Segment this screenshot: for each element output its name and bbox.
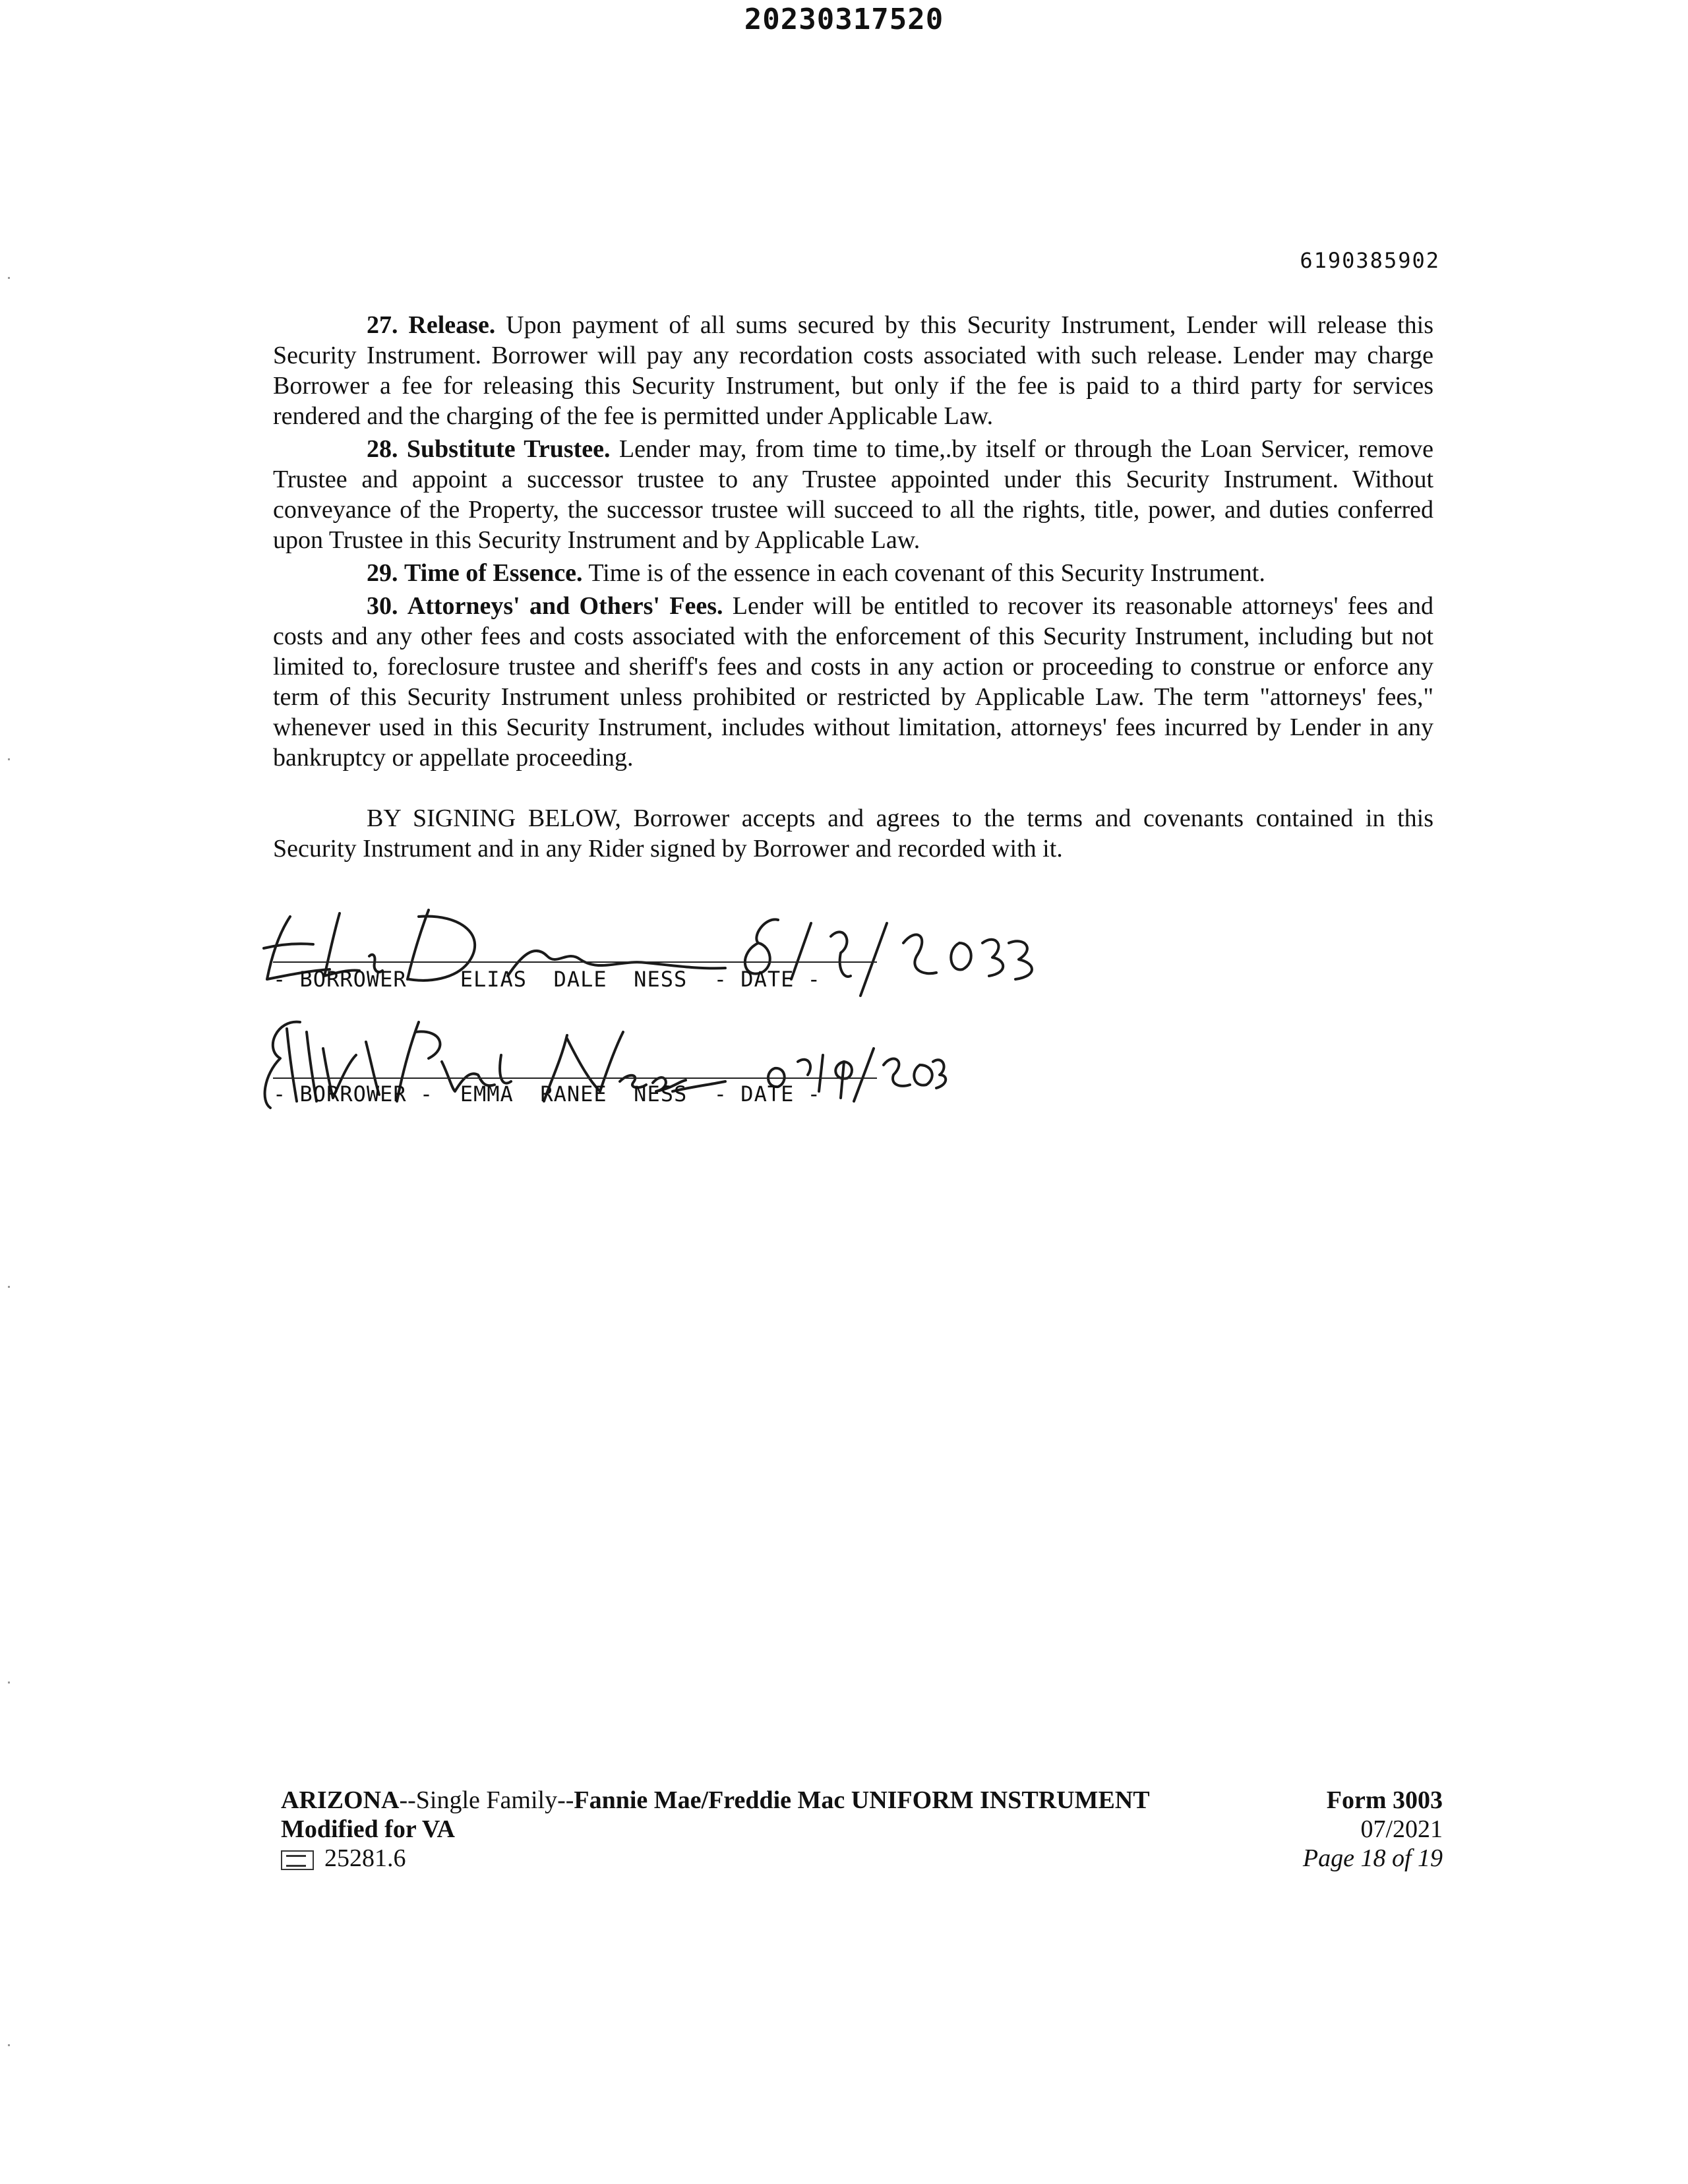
section-text: Upon payment of all sums secured by this Security Instrument, Lender will release this Security Instrument. Borrower will pay any recordation costs associated with such release. Lender may charge Borrower a fee for releasing this Security Instrument, but only if the fee is paid to a third party for services rendered and the charging of the fee is permitted under Applicable Law.: [273, 311, 1434, 430]
section-28: [273, 434, 1433, 555]
scan-mark: [8, 1682, 10, 1684]
footer-state: ARIZONA: [281, 1786, 400, 1814]
form-title: [281, 1786, 1150, 1815]
page-number: Page 18 of 19: [1302, 1844, 1443, 1872]
signature-line: [273, 961, 877, 963]
form-logo-icon: [281, 1850, 314, 1870]
scan-mark: [8, 2044, 10, 2046]
signature-caption: - BORROWER - EMMA RANEE NESS - DATE -: [273, 1081, 821, 1107]
document-body: [273, 310, 1433, 866]
section-number: 29.: [367, 559, 398, 587]
form-footer-left: [281, 1786, 1150, 1873]
section-text: Lender will be entitled to recover its reasonable attorneys' fees and costs and any other fees and costs associated with the enforcement of this Security Instrument, including but not limited to, foreclosure trustee and sheriff's fees and costs in any action or proceeding to construe or enforce any term of this Security Instrument unless prohibited or restricted by Applicable Law. The term "attorneys' fees," whenever used in this Security Instrument, includes without limitation, attorneys' fees incurred by Lender in any bankruptcy or appellate proceeding.: [273, 592, 1434, 772]
footer-line1-middle: --Single Family--: [399, 1786, 574, 1814]
section-27: [273, 310, 1433, 431]
form-date: 07/2021: [1360, 1815, 1443, 1843]
form-footer-right: [1303, 1786, 1443, 1873]
section-number: 28.: [367, 435, 398, 463]
scan-mark: [8, 1286, 10, 1288]
section-number: 27.: [367, 311, 398, 339]
recording-number: 20230317520: [744, 3, 944, 36]
section-number: 30.: [367, 592, 398, 620]
section-30: [273, 591, 1433, 773]
section-text: Time is of the essence in each covenant of this Security Instrument.: [588, 559, 1265, 587]
form-subtitle: Modified for VA: [281, 1815, 455, 1843]
form-code-row: [281, 1844, 1150, 1873]
section-heading: Time of Essence.: [404, 559, 583, 587]
signing-statement: BY SIGNING BELOW, Borrower accepts and agrees to the terms and covenants contained in this Security Instrument and in any Rider signed by Borrower and recorded with it.: [273, 804, 1433, 863]
scan-mark: [8, 277, 10, 279]
signature-line: [273, 1077, 877, 1079]
section-29: [273, 558, 1433, 588]
scan-mark: [8, 758, 10, 760]
signature-caption: - BORROWER - ELIAS DALE NESS - DATE -: [273, 967, 821, 992]
form-code: 25281.6: [324, 1844, 406, 1872]
section-heading: Substitute Trustee.: [406, 435, 611, 463]
loan-number: 6190385902: [1300, 248, 1440, 273]
footer-line1-end: Fannie Mae/Freddie Mac UNIFORM INSTRUMENT: [574, 1786, 1150, 1814]
section-heading: Release.: [408, 311, 496, 339]
form-number: Form 3003: [1326, 1786, 1443, 1814]
section-text: Lender may, from time to time,.by itself or through the Loan Servicer, remove Trustee and appoint a successor trustee to any Trustee appointed under this Security Instrument. Without conveyance of the Property, the successor trustee will succeed to all the rights, title, power, and duties conferred upon Trustee in this Security Instrument and by Applicable Law.: [273, 435, 1433, 554]
section-heading: Attorneys' and Others' Fees.: [407, 592, 723, 620]
